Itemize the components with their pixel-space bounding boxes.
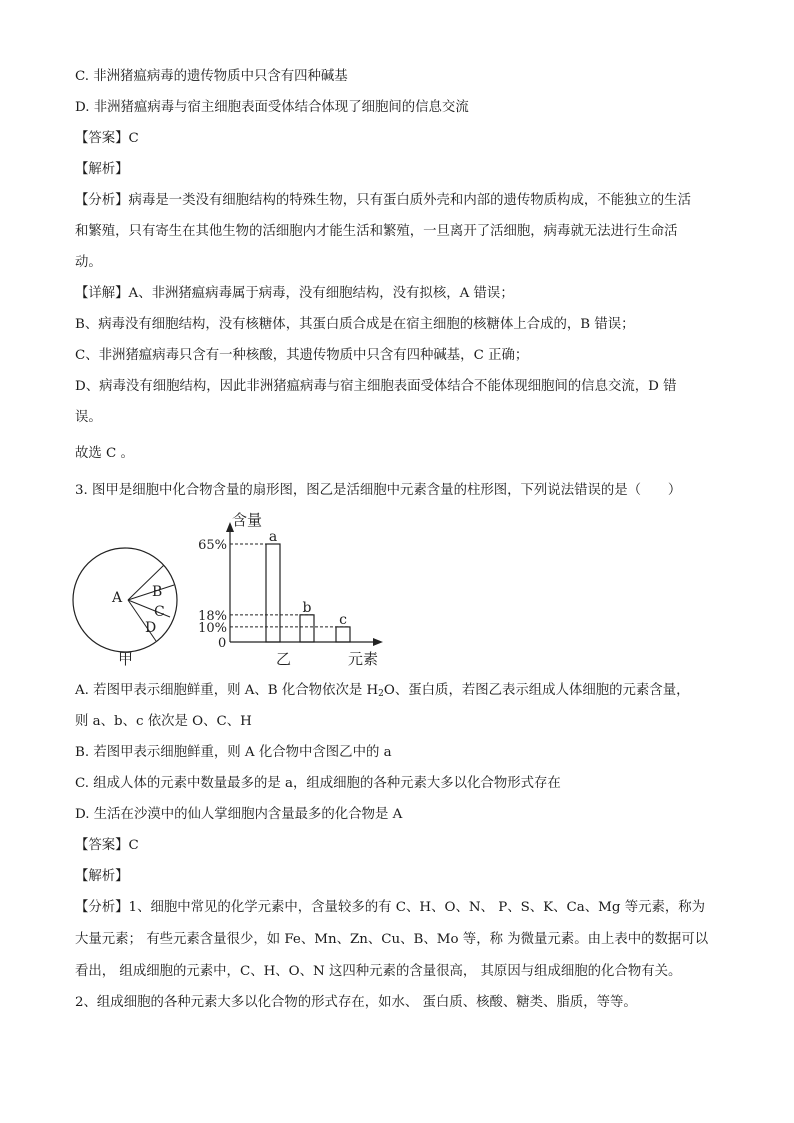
line: 【分析】1、细胞中常见的化学元素中，含量较多的有 C、H、O、N、 P、S、K、Ca、Mg 等元素，称为 [75,900,706,915]
pie-label-a: A [112,590,123,606]
y-tick-label: 18% [198,608,227,624]
pie-circle [73,548,177,652]
bar-c [336,627,350,642]
line: 误。 [75,410,102,425]
y-axis-label: 含量 [232,511,263,529]
line: 2、组成细胞的各种元素大多以化合物的形式存在，如水、 蛋白质、核酸、糖类、脂质，等等。 [75,995,637,1010]
line: 【分析】病毒是一类没有细胞结构的特殊生物，只有蛋白质外壳和内部的遗传物质构成，不能独立的生活 [75,193,691,208]
option-a-line2: 则 a、b、c 依次是 O、C、H [75,714,252,729]
analysis-tag: 【解析】 [75,869,129,884]
pie-caption: 甲 [118,650,134,668]
option-b: B. 若图甲表示细胞鲜重，则 A 化合物中含图乙中的 a [75,745,392,760]
bar-b [300,615,314,642]
y-tick-label: 65% [198,538,227,553]
line: 和繁殖，只有寄生在其他生物的活细胞内才能生活和繁殖，一旦离开了活细胞，病毒就无法进行生命活 [75,224,678,239]
pie-chart [73,548,177,668]
bar-label-c: c [339,611,347,628]
bar-layer [230,529,350,642]
bar-label-b: b [302,599,312,616]
origin-label: 0 [218,636,227,651]
analysis-tag: 【解析】 [75,162,129,177]
answer-tag: 【答案】C [75,131,139,146]
pie-label-d: D [145,620,157,636]
line: 故选 C 。 [75,446,134,461]
figure [70,508,400,674]
line: C. 非洲猪瘟病毒的遗传物质中只含有四种碱基 [75,69,348,84]
line: D. 非洲猪瘟病毒与宿主细胞表面受体结合体现了细胞间的信息交流 [75,100,469,115]
line: 动。 [75,255,102,270]
answer-tag: 【答案】C [75,838,139,853]
question-stem: 3. 图甲是细胞中化合物含量的扇形图，图乙是活细胞中元素含量的柱形图，下列说法错误的是（ ） [75,483,682,498]
line: 看出， 组成细胞的元素中，C、H、O、N 这四种元素的含量很高， 其原因与组成细胞的化合物有关。 [75,964,682,979]
pie-label-b: B [152,584,163,600]
line: 【详解】A、非洲猪瘟病毒属于病毒，没有细胞结构，没有拟核，A 错误； [75,286,514,301]
option-a-line1: A. 若图甲表示细胞鲜重，则 A、B 化合物依次是 $H_2O$、蛋白质，若图乙表示组成人体细胞的元素含量， [75,683,690,699]
bar-label-a: a [268,529,278,545]
bar-chart [198,511,383,668]
subscript: 2 [378,689,384,699]
y-tick-label: 10% [198,620,227,636]
line: C、非洲猪瘟病毒只含有一种核酸，其遗传物质中只含有四种碱基，C 正确； [75,348,529,363]
pie-label-c: C [154,604,165,620]
x-axis-label: 元素 [348,650,379,668]
figure-svg [70,508,400,670]
x-axis-arrow [373,638,383,646]
option-d: D. 生活在沙漠中的仙人掌细胞内含量最多的化合物是 A [75,807,403,822]
chart-caption: 乙 [276,650,292,668]
line: 大量元素； 有些元素含量很少，如 Fe、Mn、Zn、Cu、B、Mo 等，称 为微量元素。由上表中的数据可以 [75,932,709,947]
line: B、病毒没有细胞结构，没有核糖体，其蛋白质合成是在宿主细胞的核糖体上合成的，B 错误； [75,317,635,332]
option-c: C. 组成人体的元素中数量最多的是 a，组成细胞的各种元素大多以化合物形式存在 [75,776,561,791]
line: D、病毒没有细胞结构，因此非洲猪瘟病毒与宿主细胞表面受体结合不能体现细胞间的信息交流，D 错 [75,379,677,394]
y-tick-layer [198,538,227,636]
pie-divider-bc [128,585,174,600]
